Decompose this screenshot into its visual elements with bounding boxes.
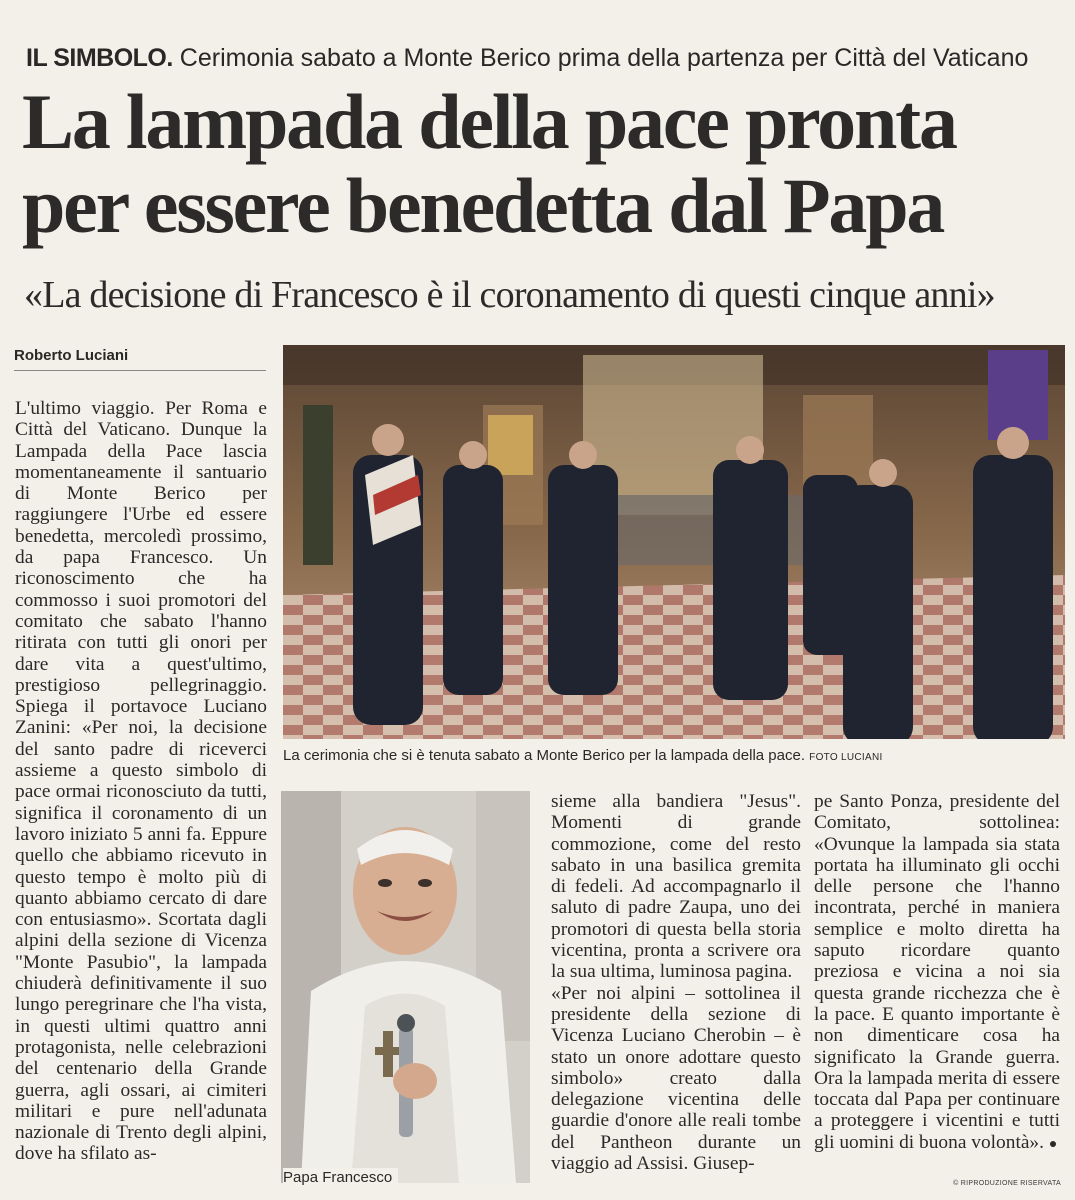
column-1-text: L'ultimo viaggio. Per Roma e Città del Vaticano. Dunque la Lampada della Pace lascia momentaneamente il santuario di Monte Berico per raggiungere l'Urbe ed essere benedetta, mercoledì prossimo, da papa Francesco. Un riconoscimento che ha commosso i suoi promotori del comitato che sabato l'hanno ritirata con tutti gli onori per dare vita a quest'ultimo, prestigioso pellegrinaggio. Spiega il portavoce Luciano Zanini: «Per noi, la decisione del santo padre di riceverci assieme a questo simbolo di pace ormai riconosciuto da tutti, significa il coronamento di un lavoro iniziato 5 anni fa. Eppure quello che abbiamo ricevuto in questo tempo è molto più di quanto abbiamo cercato di dare con entusiasmo». Scortata dagli alpini della sezione di Vicenza "Monte Pasubio", la lampada chiuderà definitivamente il suo lungo peregrinare che l'ha vista, in questi ultimi quattro anni protagonista, nelle celebrazioni del centenario della Grande guerra, agli ossari, ai cimiteri militari e pure nell'adunata nazionale di Trento degli alpini, dove ha sfilato as-: [15, 398, 267, 1165]
column-3-paragraph-2: «Per noi alpini – sottolinea il presidente della sezione di Vicenza Luciano Cherobin – è stato un onore adottare questo simbolo» creato dalla delegazione vicentina delle guardie d'onore alle reali tombe del Pantheon durante un viaggio ad Assisi. Giusep-: [551, 982, 801, 1175]
kicker-label: IL SIMBOLO.: [26, 44, 173, 72]
subheadline: «La decisione di Francesco è il coronamento di questi cinque anni»: [24, 274, 995, 316]
column-3-paragraph-1: sieme alla bandiera "Jesus". Momenti di grande commozione, come del resto sabato in una basilica gremita di fedeli. Ad accompagnarlo il saluto di padre Zaupa, uno dei promotori di questa bella storia vicentina, pronta a scrivere ora la sua ultima, luminosa pagina.: [551, 791, 801, 983]
article-column-4: [814, 791, 1060, 1155]
article-column-1: [15, 398, 267, 1165]
column-4-body: pe Santo Ponza, presidente del Comitato, sottolinea: «Ovunque la lampada sia stata portata ha illuminato gli occhi delle persone che l'hanno incontrata, perché in maniera semplice e molto diretta ha saputo ricordare quanto preziosa e vicina a noi sia questa grande ricchezza che è la pace. E quanto importante è non dimenticare cosa ha significato la Grande guerra. Ora la lampada merita di essere toccata dal Papa per continuare a proteggere i vicentini e tutti gli uomini di buona volontà».: [814, 791, 1060, 1153]
column-4-text: [814, 791, 1060, 1155]
ceremony-photo: [283, 345, 1065, 739]
article-kicker: [26, 42, 1056, 74]
byline-divider: [14, 370, 266, 371]
ceremony-photo-caption: [283, 746, 1065, 768]
kicker-text: Cerimonia sabato a Monte Berico prima della partenza per Città del Vaticano: [179, 44, 1029, 72]
pope-portrait-photo: [281, 791, 530, 1183]
caption-text: La cerimonia che si è tenuta sabato a Monte Berico per la lampada della pace.: [283, 747, 805, 764]
headline-line-1: La lampada della pace pronta: [22, 78, 956, 165]
article-column-3: [551, 791, 801, 1174]
author-byline: Roberto Luciani: [14, 347, 129, 364]
photo-credit: FOTO LUCIANI: [809, 752, 883, 763]
copyright-notice: © RIPRODUZIONE RISERVATA: [953, 1180, 1061, 1187]
pope-portrait-caption: Papa Francesco: [283, 1168, 398, 1188]
headline-line-2: per essere benedetta dal Papa: [22, 162, 944, 249]
end-of-article-mark: ●: [1048, 1136, 1058, 1152]
headline: [22, 80, 1062, 248]
